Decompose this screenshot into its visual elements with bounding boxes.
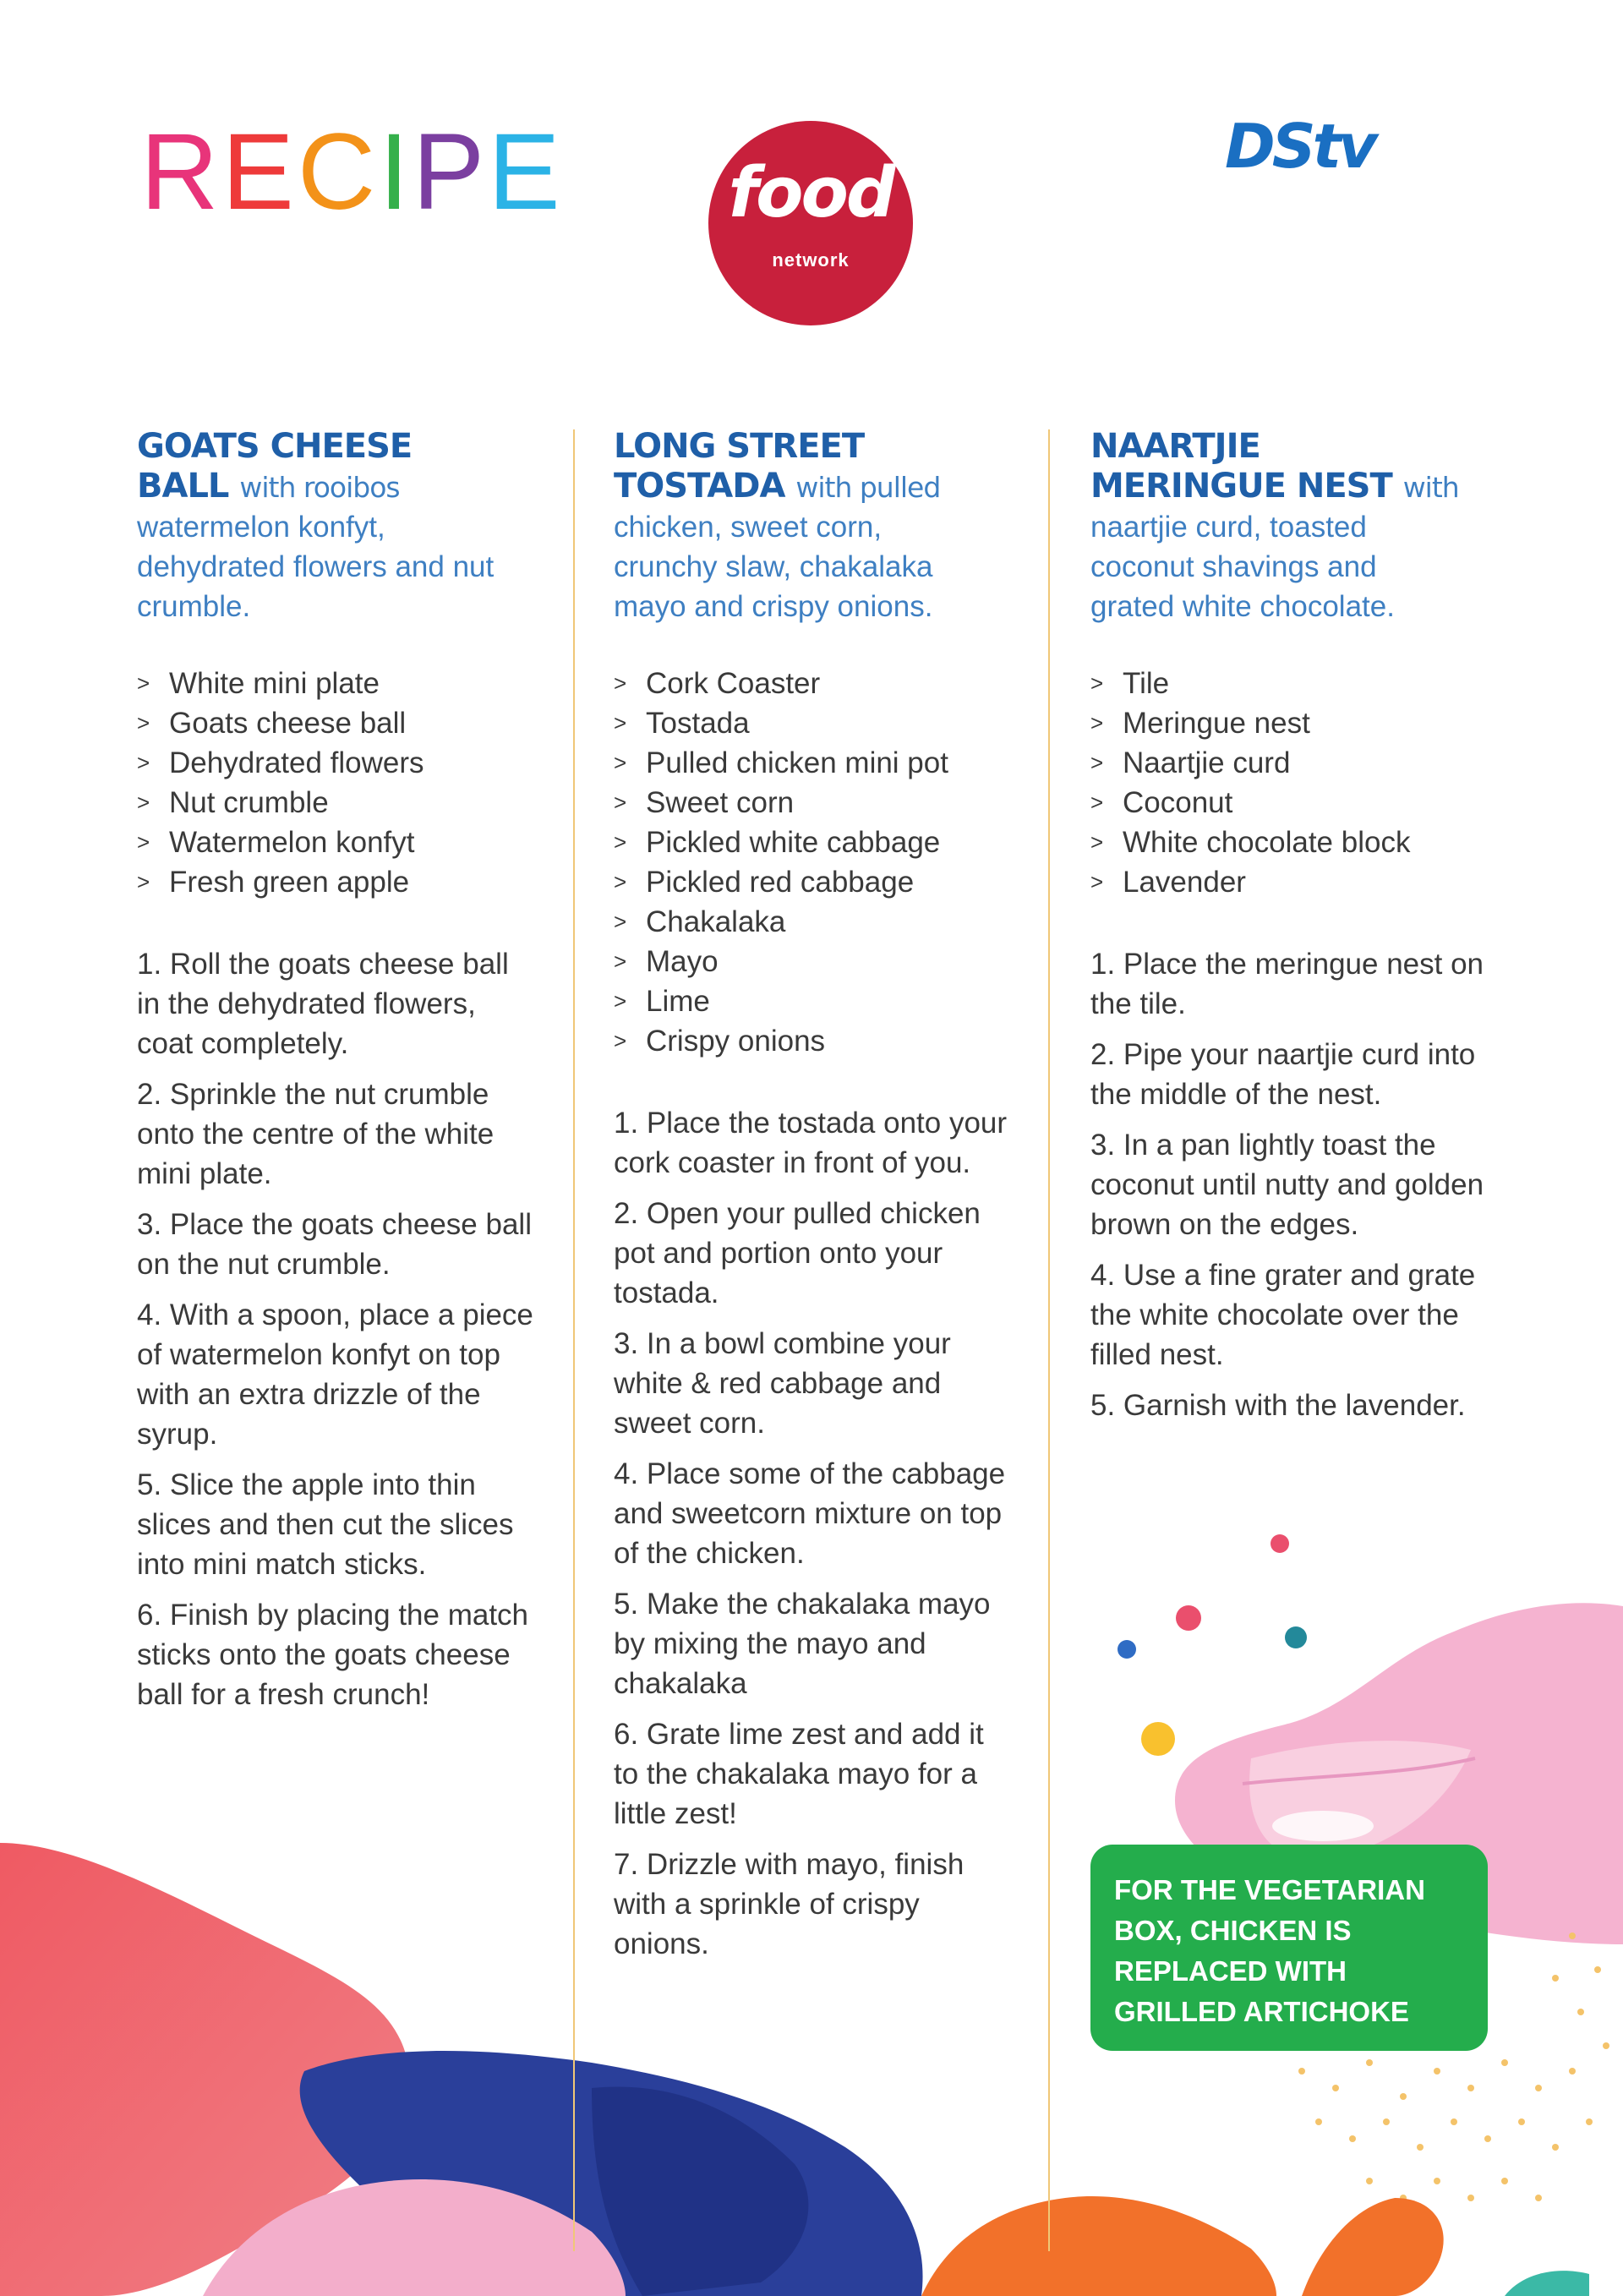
recipe-desc-lead: with rooibos (239, 471, 400, 504)
ingredient-item: > White chocolate block (1090, 823, 1488, 862)
method-step: 4. Place some of the cabbage and sweetcorn mixture on top of the chicken. (614, 1457, 1006, 1570)
method-step: 4. Use a fine grater and grate the white chocolate over the filled nest. (1090, 1259, 1476, 1371)
desc-line: mayo and crispy onions. (614, 590, 933, 623)
desc-line: chicken, sweet corn, (614, 511, 883, 544)
recipe-letter: R (140, 112, 222, 232)
ingredient-item: > Crispy onions (614, 1021, 1011, 1061)
recipe-title-line1: NAARTJIE (1090, 427, 1260, 466)
ingredient-list (137, 664, 534, 902)
desc-line: crumble. (137, 590, 251, 623)
ingredient-item: > White mini plate (137, 664, 534, 703)
method-step: 1. Roll the goats cheese ball in the dehydrated flowers, coat completely. (137, 948, 509, 1060)
method-step: 4. With a spoon, place a piece of watermelon konfyt on top with an extra drizzle of the syrup. (137, 1298, 533, 1451)
column-divider (1048, 429, 1050, 2251)
method-step: 2. Open your pulled chicken pot and portion onto your tostada. (614, 1197, 981, 1309)
vegetarian-note-box (1090, 1845, 1488, 2051)
method-step: 3. In a pan lightly toast the coconut until nutty and golden brown on the edges. (1090, 1129, 1484, 1241)
method-step: 3. In a bowl combine your white & red cabbage and sweet corn. (614, 1327, 951, 1440)
desc-line: watermelon konfyt, (137, 511, 385, 544)
recipe-title-line2: TOSTADA (614, 467, 785, 506)
ingredient-item: > Watermelon konfyt (137, 823, 534, 862)
yellow-dot (1141, 1722, 1175, 1756)
recipe-description (137, 507, 534, 626)
ingredient-item: > Goats cheese ball (137, 703, 534, 743)
ingredient-item: > Cork Coaster (614, 664, 1011, 703)
ingredient-list (614, 664, 1011, 1061)
recipe-column-goats-cheese (137, 427, 534, 1725)
desc-line: grated white chocolate. (1090, 590, 1395, 623)
recipe-letter: E (488, 112, 564, 232)
recipe-title-line1: LONG STREET (614, 427, 865, 466)
method-steps (614, 1103, 1011, 1964)
ingredient-item: > Pickled red cabbage (614, 862, 1011, 902)
method-step: 1. Place the meringue nest on the tile. (1090, 948, 1484, 1020)
method-steps (1090, 944, 1488, 1425)
method-step: 7. Drizzle with mayo, finish with a sprinkle of crispy onions. (614, 1848, 965, 1960)
orange-leaf-shape (921, 2196, 1276, 2296)
recipe-heading (140, 112, 564, 232)
ingredient-item: > Mayo (614, 942, 1011, 981)
ingredient-item: > Dehydrated flowers (137, 743, 534, 783)
desc-line: dehydrated flowers and nut (137, 550, 495, 583)
recipe-title-line1: GOATS CHEESE (137, 427, 413, 466)
method-step: 5. Garnish with the lavender. (1090, 1389, 1466, 1422)
method-step: 2. Sprinkle the nut crumble onto the centre of the white mini plate. (137, 1078, 495, 1190)
ingredient-item: > Nut crumble (137, 783, 534, 823)
method-step: 6. Grate lime zest and add it to the chakalaka mayo for a little zest! (614, 1718, 984, 1830)
orange-leaf-shape-2 (1302, 2198, 1444, 2296)
recipe-title (614, 427, 1011, 507)
desc-line: coconut shavings and (1090, 550, 1377, 583)
recipe-title (137, 427, 534, 507)
recipe-desc-lead: with pulled (795, 471, 941, 504)
blue-dot (1118, 1640, 1136, 1659)
food-network-logo (708, 121, 913, 325)
recipe-title (1090, 427, 1488, 507)
food-logo-sub: network (772, 249, 850, 271)
method-step: 1. Place the tostada onto your cork coaster in front of you. (614, 1107, 1008, 1179)
vegetarian-note-text: FOR THE VEGETARIAN BOX, CHICKEN IS REPLACED WITH GRILLED ARTICHOKE (1114, 1874, 1425, 2027)
method-step: 5. Make the chakalaka mayo by mixing the mayo and chakalaka (614, 1588, 991, 1700)
dstv-logo (1225, 118, 1478, 178)
method-step: 5. Slice the apple into thin slices and then cut the slices into mini match sticks. (137, 1468, 514, 1581)
recipe-column-meringue (1090, 427, 1488, 1436)
ingredient-item: > Pulled chicken mini pot (614, 743, 1011, 783)
white-highlight-shape (1272, 1811, 1374, 1841)
recipe-description (1090, 507, 1488, 626)
recipe-letter: C (297, 112, 380, 232)
dstv-logo-text: DStv (1225, 118, 1374, 178)
teal-stripe-shape (1505, 2271, 1589, 2296)
ingredient-item: > Coconut (1090, 783, 1488, 823)
ingredient-item: > Sweet corn (614, 783, 1011, 823)
recipe-description (614, 507, 1011, 626)
desc-line: crunchy slaw, chakalaka (614, 550, 933, 583)
recipe-title-line2: MERINGUE NEST (1090, 467, 1392, 506)
ingredient-item: > Naartjie curd (1090, 743, 1488, 783)
recipe-letter: E (221, 112, 298, 232)
ingredient-item: > Tostada (614, 703, 1011, 743)
method-step: 6. Finish by placing the match sticks onto the goats cheese ball for a fresh crunch! (137, 1599, 529, 1711)
method-steps (137, 944, 534, 1714)
teal-dot (1285, 1626, 1307, 1648)
ingredient-item: > Meringue nest (1090, 703, 1488, 743)
food-logo-word: food (728, 153, 893, 233)
method-step: 2. Pipe your naartjie curd into the middle of the nest. (1090, 1038, 1476, 1111)
ingredient-list (1090, 664, 1488, 902)
recipe-column-tostada (614, 427, 1011, 1975)
recipe-title-line2: BALL (137, 467, 229, 506)
ingredient-item: > Lavender (1090, 862, 1488, 902)
ingredient-item: > Lime (614, 981, 1011, 1021)
method-step: 3. Place the goats cheese ball on the nut crumble. (137, 1208, 532, 1281)
ingredient-item: > Pickled white cabbage (614, 823, 1011, 862)
ingredient-item: > Tile (1090, 664, 1488, 703)
recipe-letter: P (412, 112, 489, 232)
ingredient-item: > Fresh green apple (137, 862, 534, 902)
recipe-desc-lead: with (1402, 471, 1459, 504)
pink-dot (1271, 1534, 1289, 1553)
ingredient-item: > Chakalaka (614, 902, 1011, 942)
column-divider (573, 429, 575, 2251)
red-dot (1176, 1605, 1201, 1631)
desc-line: naartjie curd, toasted (1090, 511, 1367, 544)
recipe-letter: I (379, 112, 413, 232)
